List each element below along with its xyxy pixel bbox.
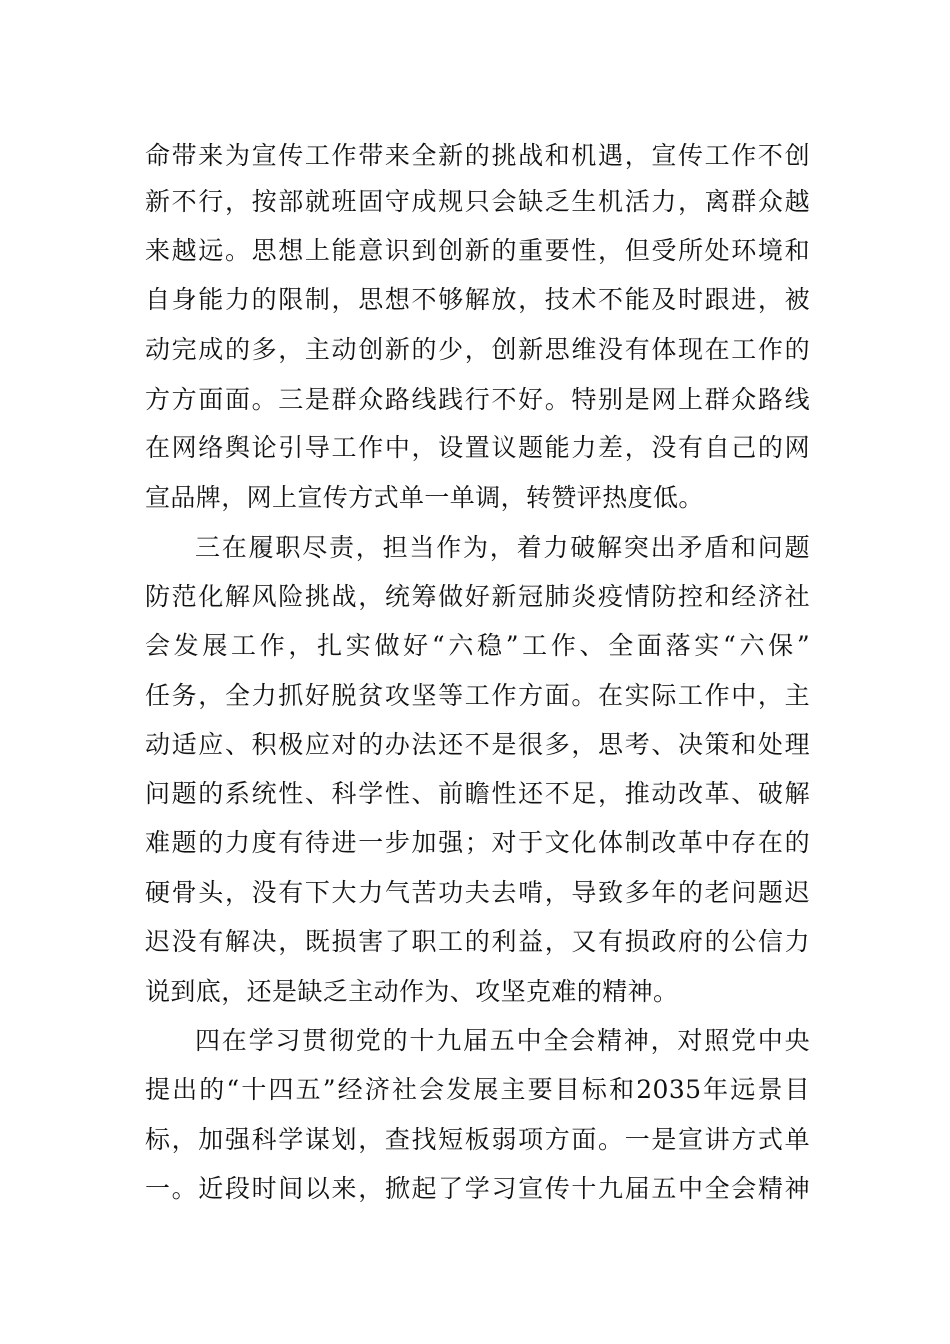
text-line: 会发展工作，扎实做好“六稳”工作、全面落实“六保” xyxy=(145,631,810,660)
text-line: 自身能力的限制，思想不够解放，技术不能及时跟进，被 xyxy=(145,285,810,314)
text-line: 任务，全力抓好脱贫攻坚等工作方面。在实际工作中，主 xyxy=(145,681,810,710)
text-line: 命带来为宣传工作带来全新的挑战和机遇，宣传工作不创 xyxy=(145,141,810,170)
text-line: 防范化解风险挑战，统筹做好新冠肺炎疫情防控和经济社 xyxy=(145,582,810,611)
text-line: 问题的系统性、科学性、前瞻性还不足，推动改革、破解 xyxy=(145,779,810,808)
text-line: 动完成的多，主动创新的少，创新思维没有体现在工作的 xyxy=(145,335,810,364)
text-line: 宣品牌，网上宣传方式单一单调，转赞评热度低。 xyxy=(145,483,704,512)
text-line: 新不行，按部就班固守成规只会缺乏生机活力，离群众越 xyxy=(145,187,810,216)
text-line: 说到底，还是缺乏主动作为、攻坚克难的精神。 xyxy=(145,977,679,1006)
text-line: 动适应、积极应对的办法还不是很多，思考、决策和处理 xyxy=(145,730,810,759)
text-line: 硬骨头，没有下大力气苦功夫去啃，导致多年的老问题迟 xyxy=(145,878,810,907)
text-line: 来越远。思想上能意识到创新的重要性，但受所处环境和 xyxy=(145,236,810,265)
paragraph-first-line: 三在履职尽责，担当作为，着力破解突出矛盾和问题 xyxy=(195,533,810,562)
text-line: 迟没有解决，既损害了职工的利益，又有损政府的公信力 xyxy=(145,927,810,956)
paragraph-first-line: 四在学习贯彻党的十九届五中全会精神，对照党中央 xyxy=(195,1026,810,1055)
text-line: 标，加强科学谋划，查找短板弱项方面。一是宣讲方式单 xyxy=(145,1125,810,1154)
text-line: 在网络舆论引导工作中，设置议题能力差，没有自己的网 xyxy=(145,433,810,462)
text-line: 难题的力度有待进一步加强；对于文化体制改革中存在的 xyxy=(145,828,810,857)
text-line: 一。近段时间以来，掀起了学习宣传十九届五中全会精神 xyxy=(145,1174,810,1203)
text-line: 方方面面。三是群众路线践行不好。特别是网上群众路线 xyxy=(145,385,810,414)
text-line: 提出的“十四五”经济社会发展主要目标和2035年远景目 xyxy=(145,1075,810,1104)
